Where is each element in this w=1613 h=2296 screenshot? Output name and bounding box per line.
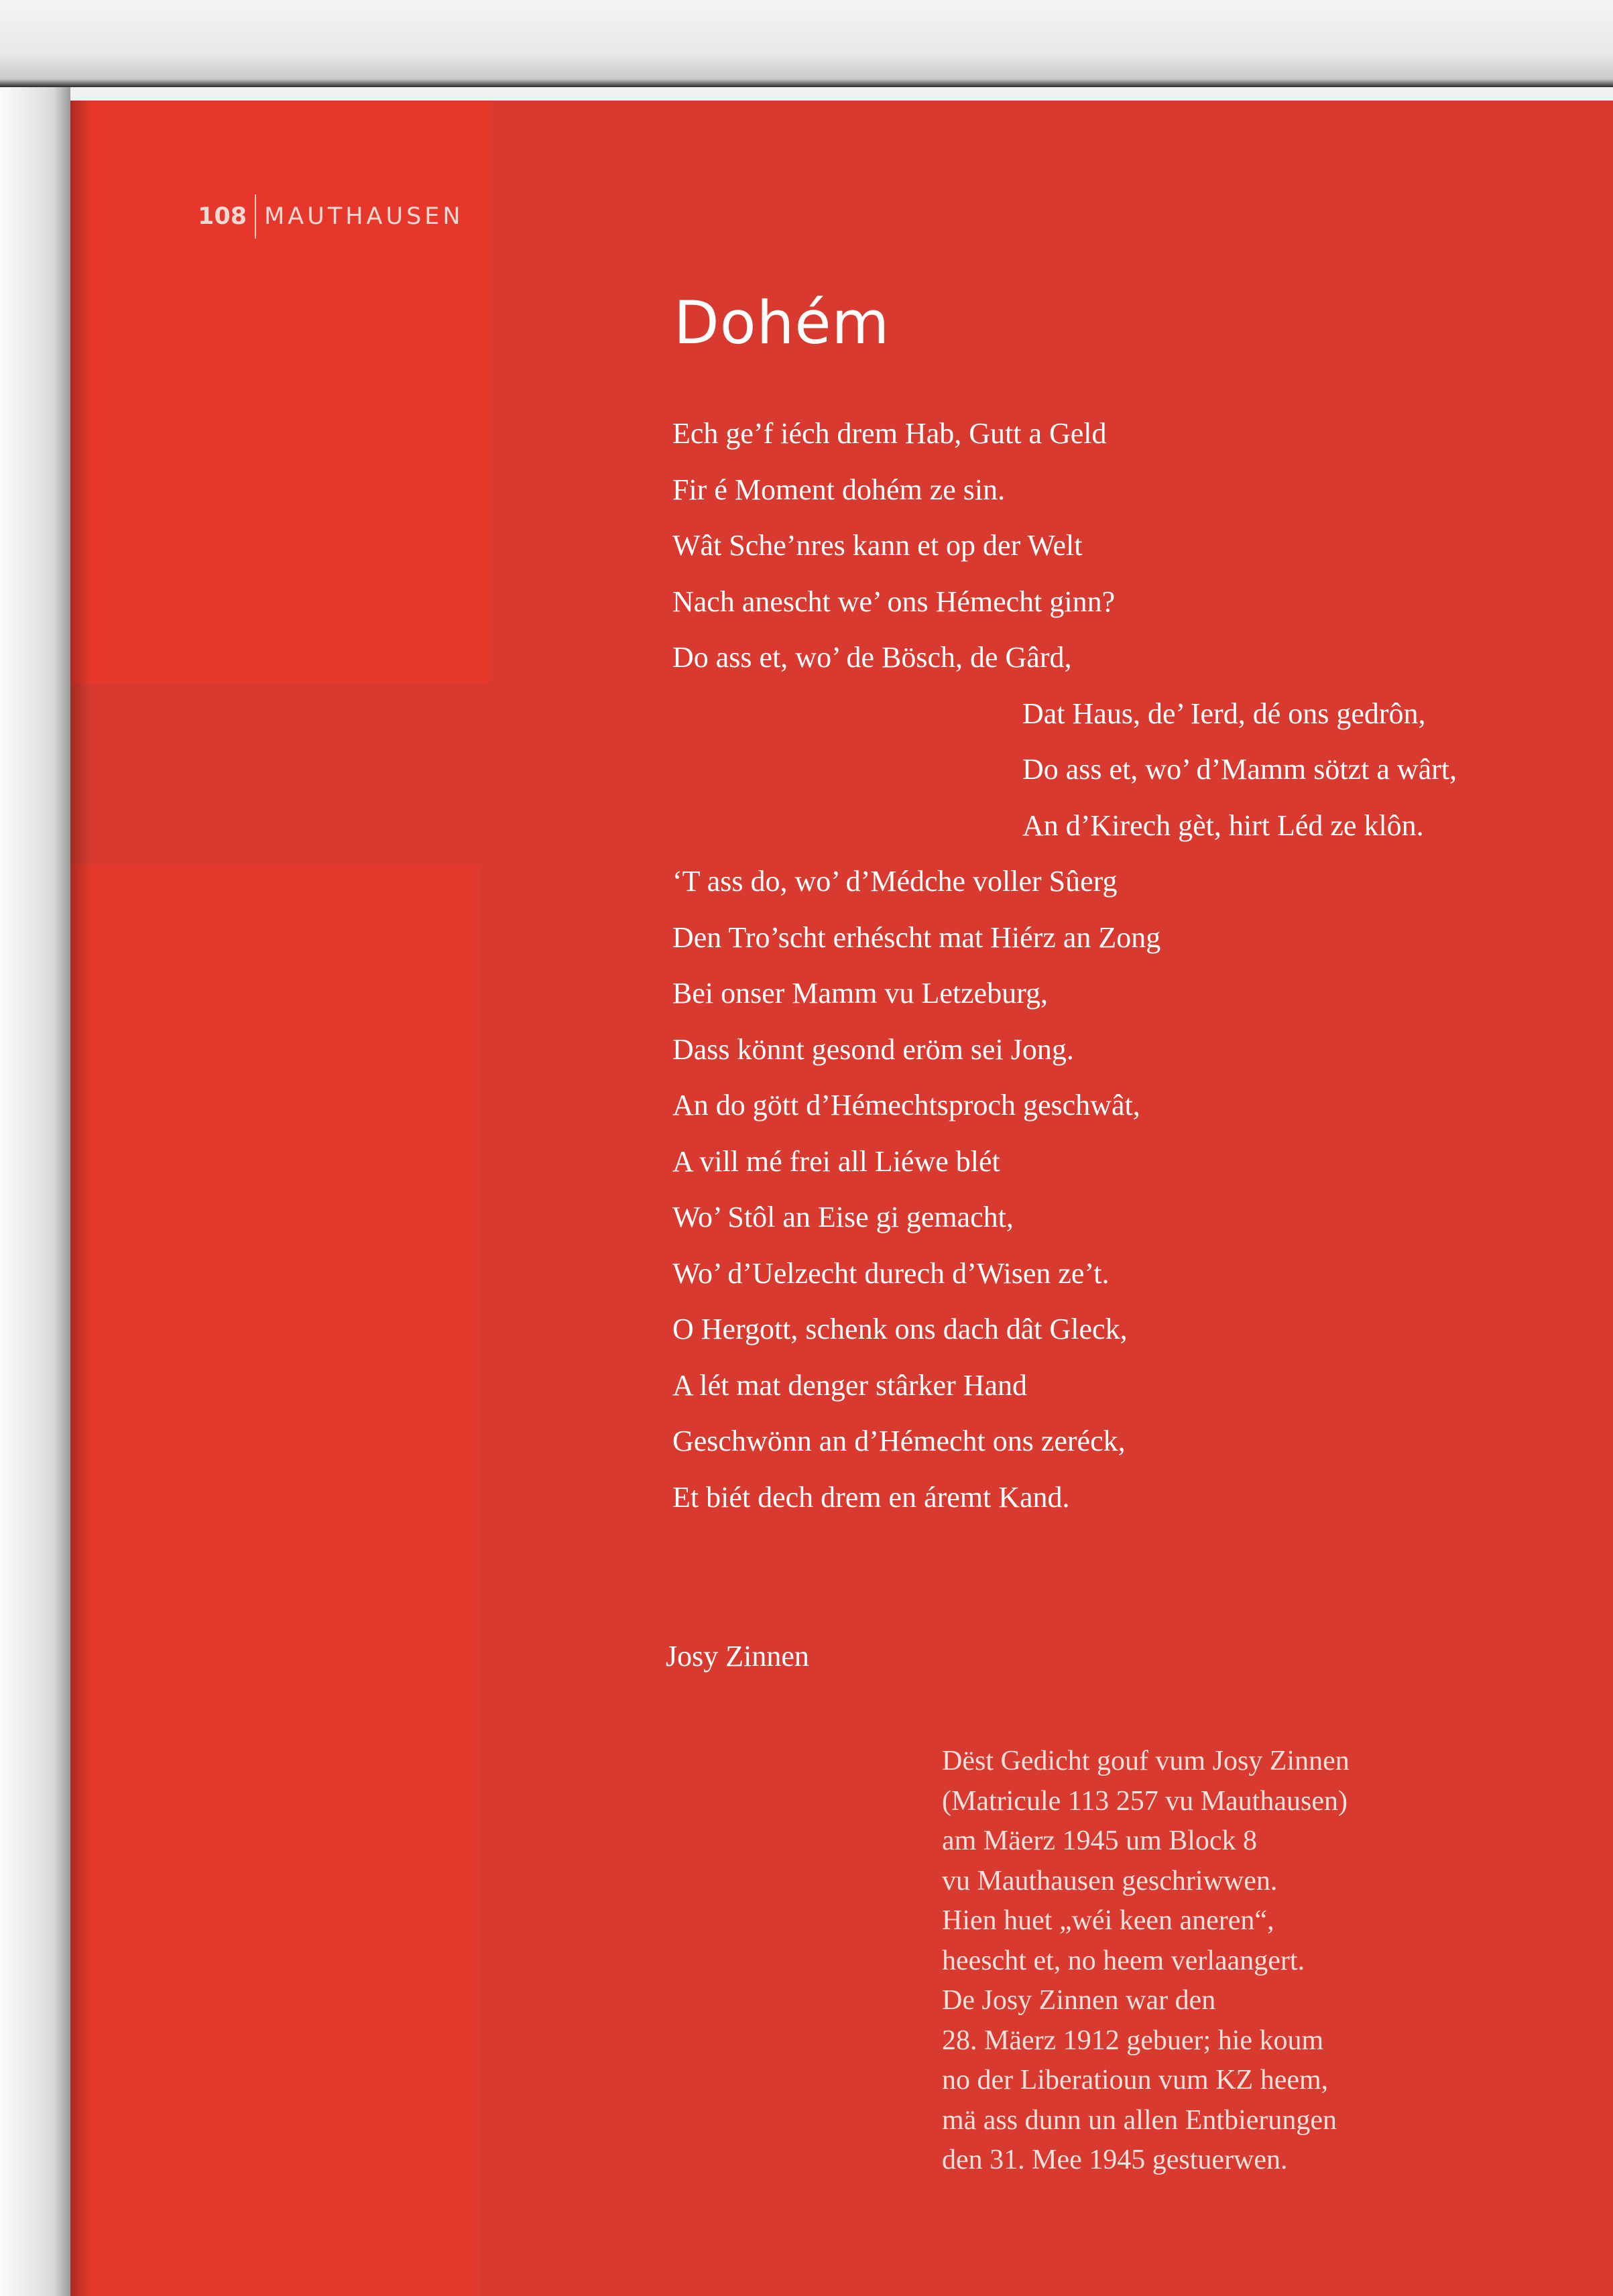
binding-shadow xyxy=(70,101,91,2296)
page-stack-edge xyxy=(0,87,70,2296)
poem-line: Fir é Moment dohém ze sin. xyxy=(672,473,1006,506)
note-line: 28. Mäerz 1912 gebuer; hie koum xyxy=(942,2025,1324,2056)
poem-line: Wât Sche’nres kann et op der Welt xyxy=(672,529,1083,562)
poem-line: Do ass et, wo’ d’Mamm sötzt a wârt, xyxy=(1022,753,1457,786)
note-line: no der Liberatioun vum KZ heem, xyxy=(942,2065,1329,2096)
poem-line: A vill mé frei all Liéwe blét xyxy=(672,1144,1000,1178)
poem-author: Josy Zinnen xyxy=(666,1640,809,1673)
poem-line: Wo’ Stôl an Eise gi gemacht, xyxy=(672,1201,1014,1233)
poem-line: Ech ge’f iéch drem Hab, Gutt a Geld xyxy=(672,417,1107,450)
poem-line: An do gött d’Hémechtsproch geschwât, xyxy=(672,1089,1140,1122)
poem-line: Nach anescht we’ ons Hémecht ginn? xyxy=(672,585,1116,618)
poem-title: Dohém xyxy=(674,288,890,357)
scanner-background xyxy=(0,0,1613,87)
page-number: 108 xyxy=(198,203,247,230)
note-line: vu Mauthausen geschriwwen. xyxy=(942,1865,1278,1896)
note-line: heescht et, no heem verlaangert. xyxy=(942,1945,1305,1976)
note-line: Dëst Gedicht gouf vum Josy Zinnen xyxy=(942,1746,1350,1776)
poem-line: Geschwönn an d’Hémecht ons zeréck, xyxy=(672,1425,1126,1457)
header-divider xyxy=(255,194,256,239)
poem-text xyxy=(672,406,1571,1525)
poem-line: Bei onser Mamm vu Letzeburg, xyxy=(672,977,1049,1010)
note-line: De Josy Zinnen war den xyxy=(942,1985,1216,2016)
running-head xyxy=(198,194,464,239)
poem-line: O Hergott, schenk ons dach dât Gleck, xyxy=(672,1313,1128,1345)
book-page xyxy=(70,101,1613,2296)
poem-line: A lét mat denger stârker Hand xyxy=(672,1368,1028,1402)
note-line: am Mäerz 1945 um Block 8 xyxy=(942,1825,1258,1856)
note-line: (Matricule 113 257 vu Mauthausen) xyxy=(942,1785,1348,1817)
background-panel-upper xyxy=(70,101,489,684)
section-title: MAUTHAUSEN xyxy=(264,203,464,230)
poem-line: Do ass et, wo’ de Bösch, de Gârd, xyxy=(672,641,1072,674)
poem-line: ‘T ass do, wo’ d’Médche voller Sûerg xyxy=(672,865,1118,898)
poem-line: Wo’ d’Uelzecht durech d’Wisen ze’t. xyxy=(672,1256,1110,1290)
poem-line: An d’Kirech gèt, hirt Léd ze klôn. xyxy=(1022,808,1424,842)
poem-line: Et biét dech drem en áremt Kand. xyxy=(672,1480,1070,1514)
poem-line: Dat Haus, de’ Ierd, dé ons gedrôn, xyxy=(1022,697,1426,730)
poem-line: Dass könnt gesond eröm sei Jong. xyxy=(672,1032,1074,1066)
note-line: den 31. Mee 1945 gestuerwen. xyxy=(942,2144,1288,2175)
background-panel-lower xyxy=(70,865,479,2296)
note-line: mä ass dunn un allen Entbierungen xyxy=(942,2104,1337,2136)
poem-line: Den Tro’scht erhéscht mat Hiérz an Zong xyxy=(672,920,1161,954)
biographical-note xyxy=(942,1742,1505,2181)
note-line: Hien huet „wéi keen aneren“, xyxy=(942,1905,1274,1936)
